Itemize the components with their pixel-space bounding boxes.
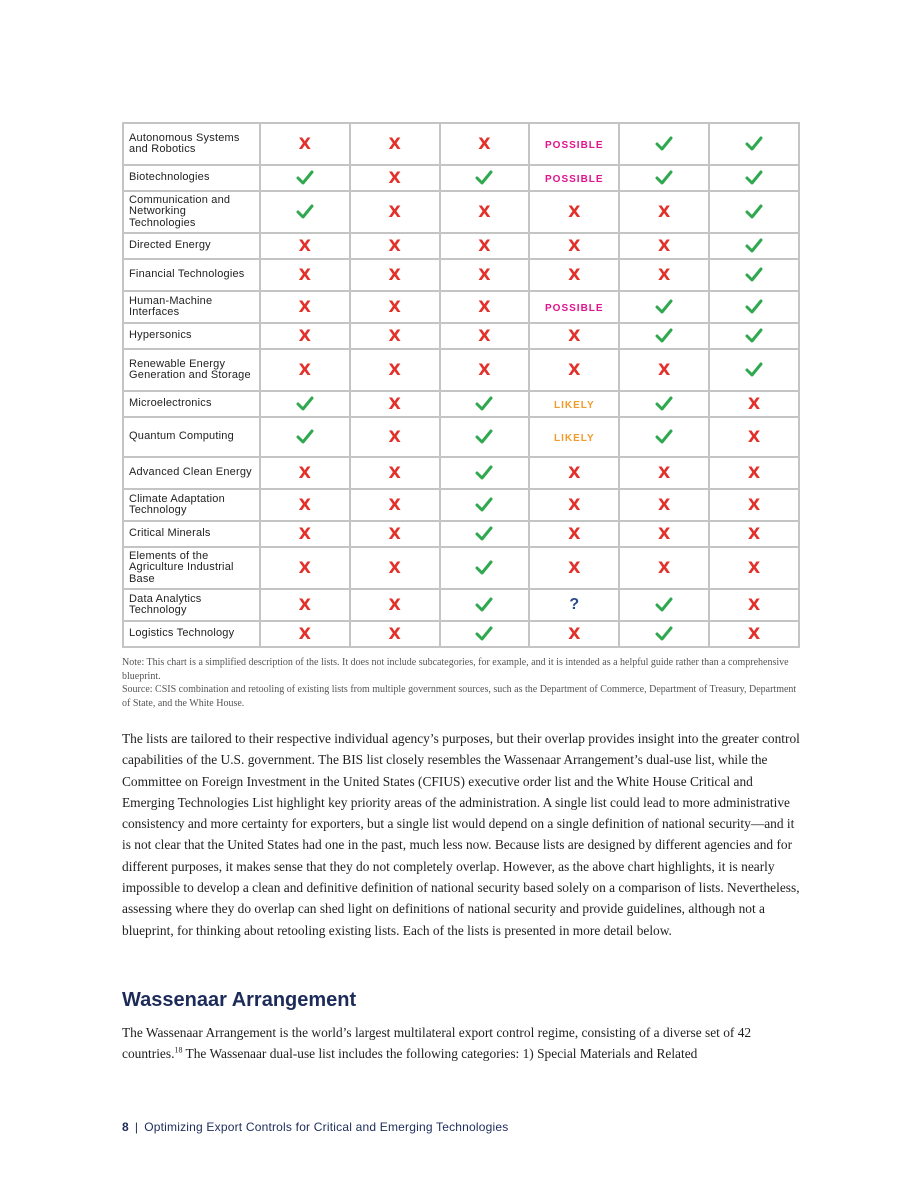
table-cell <box>709 547 799 589</box>
table-cell <box>440 547 530 589</box>
table-cell <box>529 233 619 259</box>
table-cell <box>709 191 799 233</box>
x-mark-icon: X <box>298 495 311 514</box>
checkmark-icon <box>296 396 314 411</box>
table-row <box>123 233 799 259</box>
x-mark-icon: X <box>298 134 311 153</box>
table-cell <box>709 621 799 647</box>
x-mark-icon: X <box>747 463 761 482</box>
section-heading: Wassenaar Arrangement <box>122 989 357 1011</box>
table-note: Note: This chart is a simplified description of the lists. It does not include subcategories, for example, and it is intended as a helpful guide rather than a comprehensive blueprint. <box>122 657 789 682</box>
x-mark-icon: X <box>478 360 491 379</box>
checkmark-icon <box>745 267 763 282</box>
table-cell <box>440 457 530 489</box>
table-cell <box>440 291 530 323</box>
checkmark-icon <box>475 626 493 641</box>
technology-label: Quantum Computing <box>123 417 260 457</box>
table-cell <box>619 349 709 391</box>
x-mark-icon: X <box>298 463 311 482</box>
technology-label: Hypersonics <box>123 323 260 349</box>
table-cell <box>529 621 619 647</box>
table-cell <box>350 521 440 547</box>
table-cell <box>260 259 350 291</box>
table-cell <box>440 521 530 547</box>
table-cell <box>440 417 530 457</box>
x-mark-icon: X <box>388 394 401 413</box>
table-cell <box>529 417 619 457</box>
x-mark-icon: X <box>747 524 761 543</box>
table-cell <box>619 259 709 291</box>
checkmark-icon <box>745 170 763 185</box>
x-mark-icon: X <box>298 297 311 316</box>
table-cell <box>260 417 350 457</box>
table-cell <box>260 191 350 233</box>
x-mark-icon: X <box>747 624 761 643</box>
x-mark-icon: X <box>657 558 671 577</box>
table-cell <box>619 123 709 165</box>
possible-label: POSSIBLE <box>545 174 604 185</box>
table-cell <box>350 165 440 191</box>
table-cell <box>709 457 799 489</box>
checkmark-icon <box>745 136 763 151</box>
checkmark-icon <box>475 465 493 480</box>
body-paragraph-1: The lists are tailored to their respective individual agency’s purposes, but their overlap provides insight into the greater control capabilities of the U.S. government. The BIS list closely resembles the Wassenaar Arrangement’s dual-use list, while the Committee on Foreign Investment in the United States (CFIUS) executive order list and the White House Critical and Emerging Technologies List highlight key priority areas of the administration. A single list could lead to more administrative consistency and more certainty for exporters, but a single list would depend on a single definition of national security—and it is not clear that the United States had one in the past, much less now. Because lists are designed by different agencies and for different purposes, it makes sense that they do not completely overlap. However, as the above chart highlights, it is nearly impossible to develop a clean and definitive definition of national security based solely on a comparison of lists. Nevertheless, assessing where they do overlap can shed light on definitions of national security and provide guidelines, although not a blueprint, for thinking about retooling existing lists. Each of the lists is presented in more detail below. <box>122 731 800 938</box>
checkmark-icon <box>475 560 493 575</box>
technology-label: Financial Technologies <box>123 259 260 291</box>
x-mark-icon: X <box>388 134 401 153</box>
x-mark-icon: X <box>388 168 401 187</box>
checkmark-icon <box>655 429 673 444</box>
technology-label: Advanced Clean Energy <box>123 457 260 489</box>
x-mark-icon: X <box>478 297 491 316</box>
table-cell <box>350 233 440 259</box>
table-cell <box>709 259 799 291</box>
table-row <box>123 621 799 647</box>
x-mark-icon: X <box>298 524 311 543</box>
technology-label: Microelectronics <box>123 391 260 417</box>
table-cell <box>260 123 350 165</box>
checkmark-icon <box>745 238 763 253</box>
checkmark-icon <box>655 299 673 314</box>
checkmark-icon <box>296 204 314 219</box>
technology-label: Autonomous Systems and Robotics <box>123 123 260 165</box>
x-mark-icon: X <box>657 360 671 379</box>
table-cell <box>529 457 619 489</box>
checkmark-icon <box>296 170 314 185</box>
table-source: Source: CSIS combination and retooling of existing lists from multiple government sources, such as the Department of Commerce, Department of Treasury, Department of State, and the White House. <box>122 684 797 709</box>
table-cell <box>260 391 350 417</box>
table-cell <box>529 521 619 547</box>
table-cell <box>350 547 440 589</box>
table-row <box>123 323 799 349</box>
x-mark-icon: X <box>298 236 311 255</box>
table-row <box>123 191 799 233</box>
table-cell <box>350 457 440 489</box>
table-cell <box>440 165 530 191</box>
table-row <box>123 457 799 489</box>
technology-list-comparison-table <box>122 122 800 648</box>
technology-label: Critical Minerals <box>123 521 260 547</box>
x-mark-icon: X <box>478 134 491 153</box>
checkmark-icon <box>655 136 673 151</box>
table-cell <box>709 589 799 621</box>
table-cell <box>350 291 440 323</box>
table-cell <box>440 323 530 349</box>
checkmark-icon <box>475 526 493 541</box>
body-paragraph-2 <box>122 1022 800 1065</box>
x-mark-icon: X <box>388 265 401 284</box>
checkmark-icon <box>296 429 314 444</box>
x-mark-icon: X <box>568 326 581 345</box>
table-row <box>123 489 799 521</box>
x-mark-icon: X <box>747 558 761 577</box>
table-row <box>123 521 799 547</box>
table-cell <box>440 233 530 259</box>
x-mark-icon: X <box>298 558 311 577</box>
technology-label: Communication and Networking Technologies <box>123 191 260 233</box>
checkmark-icon <box>655 170 673 185</box>
table-row <box>123 391 799 417</box>
page-footer <box>122 1120 508 1134</box>
x-mark-icon: X <box>388 624 401 643</box>
footer-separator: | <box>134 1120 139 1134</box>
table-cell <box>260 291 350 323</box>
table-cell <box>260 547 350 589</box>
footer-title: Optimizing Export Controls for Critical and Emerging Technologies <box>144 1120 509 1134</box>
x-mark-icon: X <box>478 326 491 345</box>
table-row <box>123 259 799 291</box>
table-cell <box>529 259 619 291</box>
x-mark-icon: X <box>388 326 401 345</box>
table-cell <box>529 349 619 391</box>
table-cell <box>440 589 530 621</box>
question-mark-icon: ? <box>569 596 580 613</box>
x-mark-icon: X <box>568 624 581 643</box>
x-mark-icon: X <box>388 558 401 577</box>
x-mark-icon: X <box>298 326 311 345</box>
table-cell <box>440 391 530 417</box>
x-mark-icon: X <box>568 524 581 543</box>
x-mark-icon: X <box>298 595 311 614</box>
table-cell <box>709 391 799 417</box>
technology-label: Human-Machine Interfaces <box>123 291 260 323</box>
possible-label: POSSIBLE <box>545 303 604 314</box>
table-cell <box>619 521 709 547</box>
table-cell <box>350 349 440 391</box>
table-cell <box>529 291 619 323</box>
table-cell <box>619 233 709 259</box>
x-mark-icon: X <box>568 236 581 255</box>
x-mark-icon: X <box>568 558 581 577</box>
table-row <box>123 589 799 621</box>
table-cell <box>619 547 709 589</box>
x-mark-icon: X <box>388 297 401 316</box>
x-mark-icon: X <box>747 427 761 446</box>
table-cell <box>529 123 619 165</box>
table-cell <box>619 489 709 521</box>
table-cell <box>709 123 799 165</box>
x-mark-icon: X <box>388 427 401 446</box>
table-cell <box>619 291 709 323</box>
possible-label: POSSIBLE <box>545 140 604 151</box>
x-mark-icon: X <box>298 624 311 643</box>
checkmark-icon <box>655 597 673 612</box>
table-cell <box>619 417 709 457</box>
table-cell <box>619 589 709 621</box>
technology-label: Logistics Technology <box>123 621 260 647</box>
x-mark-icon: X <box>568 360 581 379</box>
table-cell <box>350 417 440 457</box>
page-number: 8 <box>122 1120 129 1134</box>
table-cell <box>260 589 350 621</box>
x-mark-icon: X <box>388 202 401 221</box>
table-cell <box>260 621 350 647</box>
table-cell <box>260 349 350 391</box>
table-cell <box>350 589 440 621</box>
table-cell <box>260 521 350 547</box>
checkmark-icon <box>745 362 763 377</box>
x-mark-icon: X <box>478 236 491 255</box>
x-mark-icon: X <box>568 265 581 284</box>
table-cell <box>619 323 709 349</box>
table-cell <box>260 323 350 349</box>
table-cell <box>350 123 440 165</box>
table-cell <box>619 457 709 489</box>
table-cell <box>709 323 799 349</box>
checkmark-icon <box>475 597 493 612</box>
x-mark-icon: X <box>747 394 761 413</box>
checkmark-icon <box>745 204 763 219</box>
table-cell <box>350 191 440 233</box>
likely-label: LIKELY <box>553 400 595 411</box>
technology-label: Data Analytics Technology <box>123 589 260 621</box>
table-cell <box>440 123 530 165</box>
footnote-ref-18[interactable]: 18 <box>174 1045 183 1055</box>
checkmark-icon <box>475 170 493 185</box>
x-mark-icon: X <box>388 495 401 514</box>
table-cell <box>709 489 799 521</box>
technology-label: Biotechnologies <box>123 165 260 191</box>
x-mark-icon: X <box>568 495 581 514</box>
table-cell <box>619 165 709 191</box>
table-row <box>123 291 799 323</box>
table-cell <box>260 489 350 521</box>
table-cell <box>440 191 530 233</box>
table-body <box>123 123 799 647</box>
table-cell <box>350 323 440 349</box>
checkmark-icon <box>475 497 493 512</box>
checkmark-icon <box>655 328 673 343</box>
table-cell <box>709 165 799 191</box>
table-cell <box>709 417 799 457</box>
table-cell <box>350 621 440 647</box>
checkmark-icon <box>475 396 493 411</box>
table-cell <box>350 489 440 521</box>
table-cell <box>709 349 799 391</box>
table-cell <box>350 391 440 417</box>
checkmark-icon <box>655 626 673 641</box>
table-row <box>123 349 799 391</box>
comparison-table-wrapper <box>122 122 800 648</box>
x-mark-icon: X <box>298 360 311 379</box>
table-cell <box>709 521 799 547</box>
table-cell <box>260 165 350 191</box>
x-mark-icon: X <box>478 265 491 284</box>
checkmark-icon <box>745 299 763 314</box>
paragraph-2-text-b: The Wassenaar dual-use list includes the following categories: 1) Special Materials and Related <box>182 1046 698 1062</box>
x-mark-icon: X <box>388 236 401 255</box>
x-mark-icon: X <box>657 495 671 514</box>
table-cell <box>709 291 799 323</box>
x-mark-icon: X <box>298 265 311 284</box>
table-cell <box>440 259 530 291</box>
table-cell <box>529 589 619 621</box>
x-mark-icon: X <box>747 595 761 614</box>
technology-label: Renewable Energy Generation and Storage <box>123 349 260 391</box>
checkmark-icon <box>475 429 493 444</box>
x-mark-icon: X <box>657 202 671 221</box>
x-mark-icon: X <box>657 265 671 284</box>
technology-label: Elements of the Agriculture Industrial Base <box>123 547 260 589</box>
table-cell <box>440 621 530 647</box>
technology-label: Climate Adaptation Technology <box>123 489 260 521</box>
table-cell <box>619 621 709 647</box>
table-cell <box>709 233 799 259</box>
table-cell <box>529 323 619 349</box>
table-cell <box>529 489 619 521</box>
table-cell <box>529 547 619 589</box>
table-row <box>123 547 799 589</box>
table-row <box>123 165 799 191</box>
technology-label: Directed Energy <box>123 233 260 259</box>
table-cell <box>619 391 709 417</box>
x-mark-icon: X <box>388 595 401 614</box>
table-cell <box>440 489 530 521</box>
table-cell <box>350 259 440 291</box>
x-mark-icon: X <box>657 463 671 482</box>
x-mark-icon: X <box>388 524 401 543</box>
x-mark-icon: X <box>747 495 761 514</box>
x-mark-icon: X <box>388 463 401 482</box>
table-cell <box>529 391 619 417</box>
table-row <box>123 123 799 165</box>
x-mark-icon: X <box>478 202 491 221</box>
checkmark-icon <box>745 328 763 343</box>
x-mark-icon: X <box>657 236 671 255</box>
table-cell <box>619 191 709 233</box>
table-cell <box>440 349 530 391</box>
likely-label: LIKELY <box>553 433 595 444</box>
checkmark-icon <box>655 396 673 411</box>
x-mark-icon: X <box>568 202 581 221</box>
table-row <box>123 417 799 457</box>
table-notes <box>122 656 800 710</box>
table-cell <box>529 165 619 191</box>
table-cell <box>260 233 350 259</box>
x-mark-icon: X <box>388 360 401 379</box>
paragraph-2-text-a: The Wassenaar Arrangement is the world’s largest multilateral export control regime, consisting of a diverse set of 42 countries. <box>122 1025 752 1062</box>
x-mark-icon: X <box>568 463 581 482</box>
x-mark-icon: X <box>657 524 671 543</box>
table-cell <box>260 457 350 489</box>
table-cell <box>529 191 619 233</box>
